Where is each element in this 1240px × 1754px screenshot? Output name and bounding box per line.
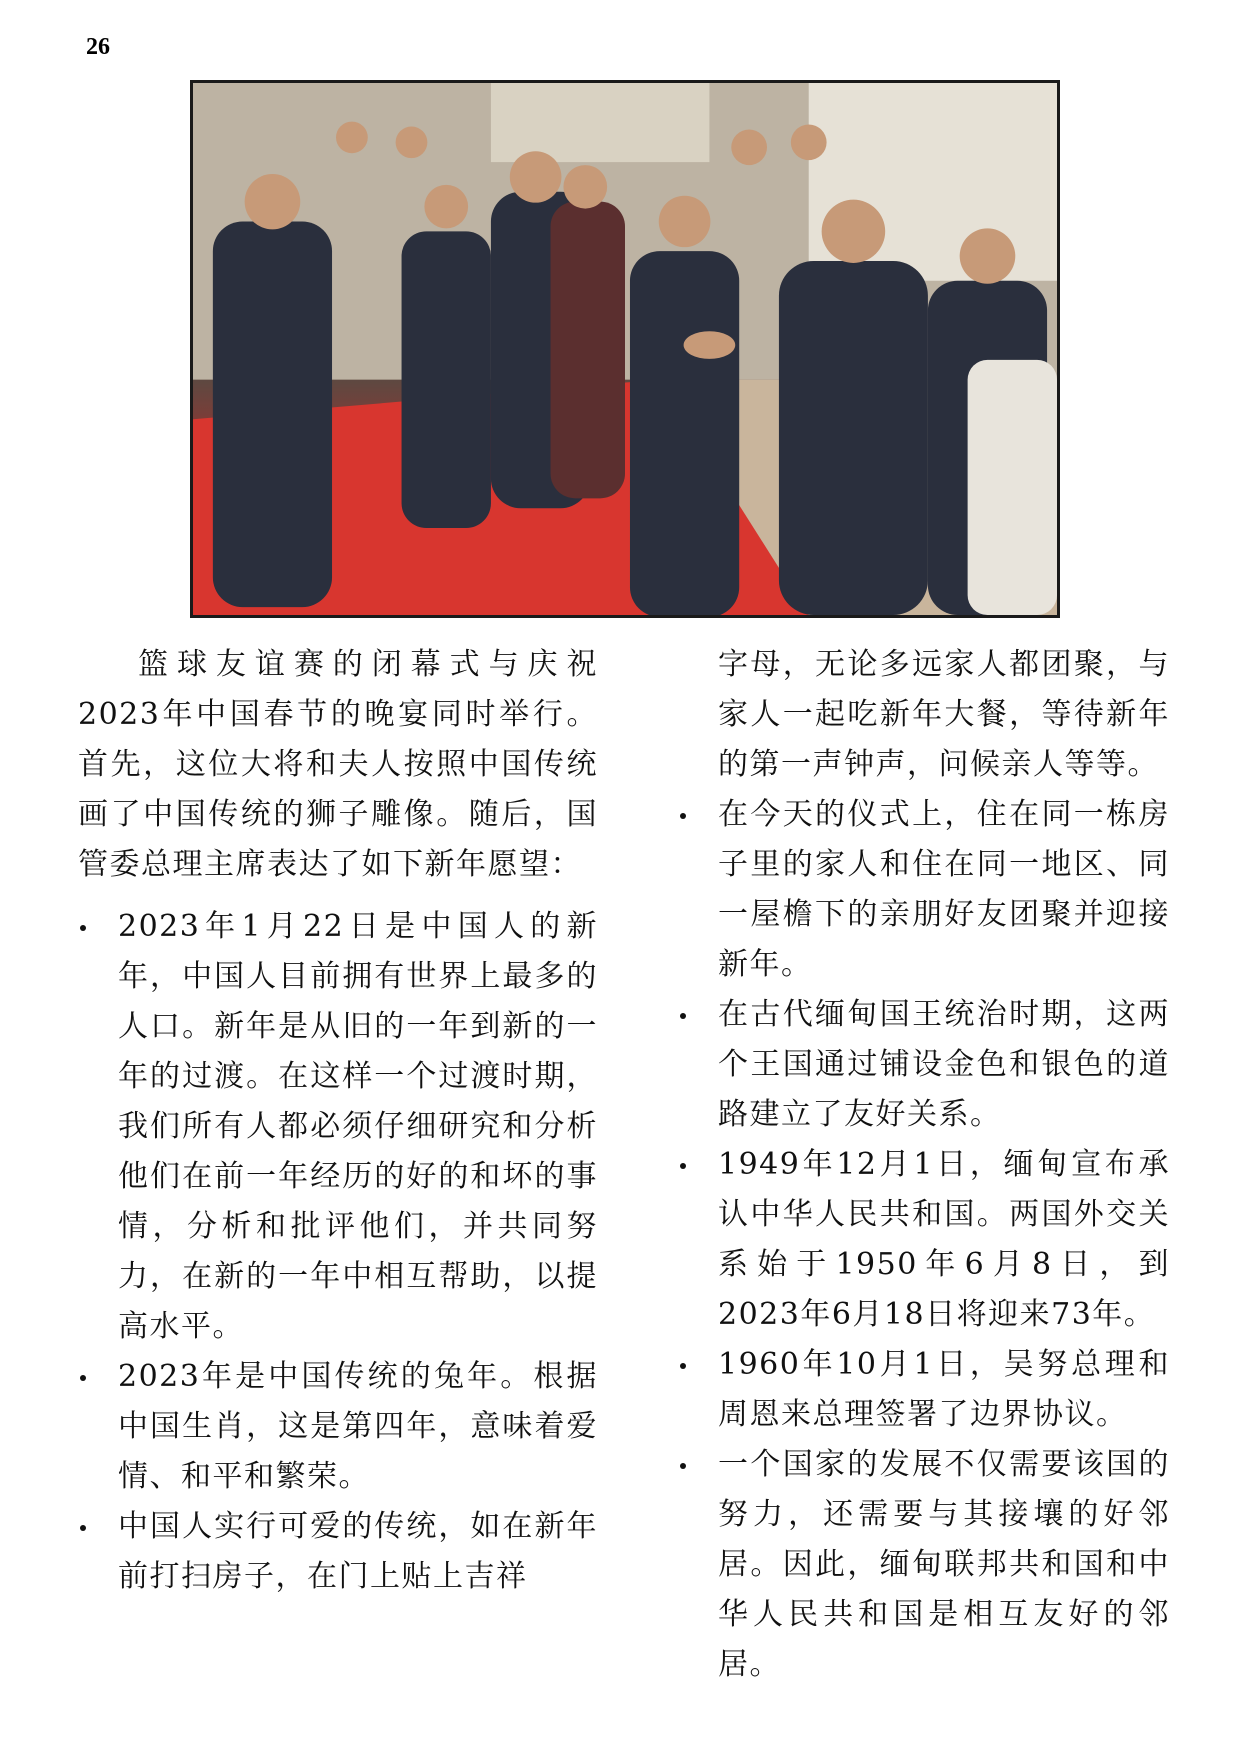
left-bullet-list: [78, 902, 598, 1602]
list-item: 1949年12月1日，缅甸宣布承认中华人民共和国。两国外交关系始于1950年6月8日，到2023年6月18日将迎来73年。: [678, 1140, 1170, 1340]
page-number: 26: [86, 34, 110, 60]
event-photo: [190, 80, 1060, 618]
list-item: 1960年10月1日，吴努总理和周恩来总理签署了边界协议。: [678, 1340, 1170, 1440]
photo-handshake-reception-icon: [193, 83, 1057, 615]
list-item-continuation: [678, 640, 1170, 790]
list-item: 中国人实行可爱的传统，如在新年前打扫房子，在门上贴上吉祥: [78, 1502, 598, 1602]
right-bullet-list: [678, 640, 1170, 1690]
list-item: 一个国家的发展不仅需要该国的努力，还需要与其接壤的好邻居。因此，缅甸联邦共和国和中华人民共和国是相互友好的邻居。: [678, 1440, 1170, 1690]
article-body: [78, 640, 1170, 1720]
intro-paragraph: 篮球友谊赛的闭幕式与庆祝2023年中国春节的晚宴同时举行。首先，这位大将和夫人按照中国传统画了中国传统的狮子雕像。随后，国管委总理主席表达了如下新年愿望：: [78, 647, 598, 882]
list-item: 在古代缅甸国王统治时期，这两个王国通过铺设金色和银色的道路建立了友好关系。: [678, 990, 1170, 1140]
right-column: [678, 640, 1170, 1720]
continuation-text: 字母，无论多远家人都团聚，与家人一起吃新年大餐，等待新年的第一声钟声，问候亲人等等。: [718, 647, 1170, 782]
list-item: 2023年是中国传统的兔年。根据中国生肖，这是第四年，意味着爱情、和平和繁荣。: [78, 1352, 598, 1502]
list-item: 2023年1月22日是中国人的新年，中国人目前拥有世界上最多的人口。新年是从旧的一年到新的一年的过渡。在这样一个过渡时期，我们所有人都必须仔细研究和分析他们在前一年经历的好的和坏的事情，分析和批评他们，并共同努力，在新的一年中相互帮助，以提高水平。: [78, 902, 598, 1352]
left-column: [78, 640, 598, 1720]
list-item: 在今天的仪式上，住在同一栋房子里的家人和住在同一地区、同一屋檐下的亲朋好友团聚并迎接新年。: [678, 790, 1170, 990]
